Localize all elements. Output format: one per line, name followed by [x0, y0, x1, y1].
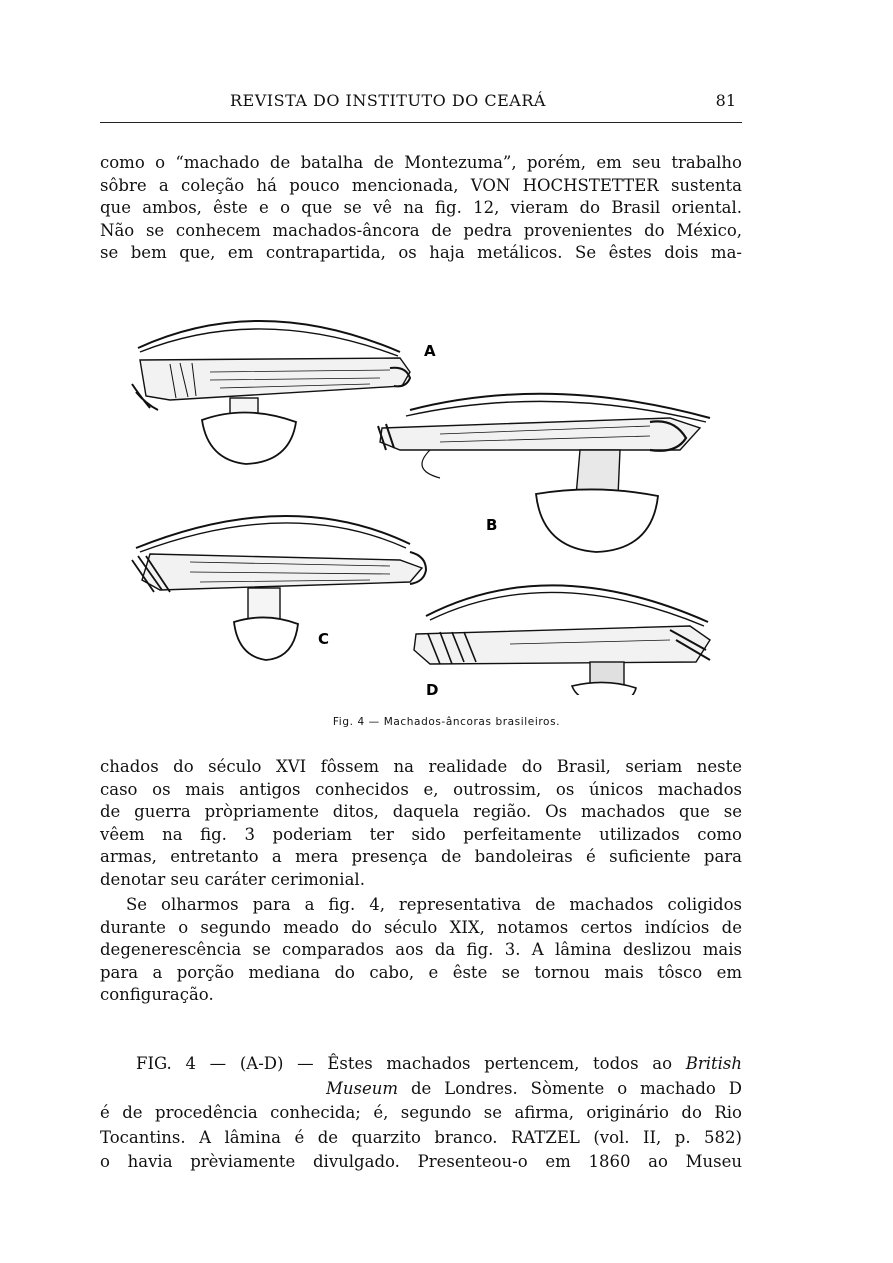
note-line: é de procedência conhecida; é, segundo se afirma, originário do Rio: [100, 1103, 742, 1122]
text-line: durante o segundo meado do século XIX, notamos certos indícios de: [100, 917, 742, 937]
note-line: Tocantins. A lâmina é de quarzito branco. RATZEL (vol. II, p. 582): [100, 1127, 742, 1147]
journal-title: REVISTA DO INSTITUTO DO CEARÁ: [230, 91, 546, 110]
text-line: de guerra pròpriamente ditos, daquela região. Os machados que se: [100, 802, 742, 822]
text-line: degenerescência se comparados aos da fig. 3. A lâmina deslizou mais: [100, 940, 742, 960]
text-line: se bem que, em contrapartida, os haja metálicos. Se êstes dois ma-: [100, 243, 742, 263]
paragraph-3: [100, 894, 742, 1007]
text-line: sôbre a coleção há pouco mencionada, VON HOCHSTETTER sustenta: [100, 175, 742, 195]
axe-illustration-c: [132, 516, 426, 660]
figure-caption: Fig. 4 — Machados-âncoras brasileiros.: [332, 716, 561, 728]
figure-note: [100, 1052, 742, 1175]
text-line: para a porção mediana do cabo, e êste se tornou mais tôsco em: [100, 962, 742, 982]
text-line: configuração.: [100, 985, 214, 1005]
figure-label: A: [424, 342, 436, 360]
note-line: [100, 1077, 742, 1102]
text-line: que ambos, êste e o que se vê na fig. 12, vieram do Brasil oriental.: [100, 198, 742, 218]
note-line: [100, 1052, 742, 1077]
text-line: caso os mais antigos conhecidos e, outrossim, os únicos machados: [100, 779, 742, 799]
text-line: Não se conhecem machados-âncora de pedra provenientes do México,: [100, 220, 742, 240]
note-italic: British: [685, 1054, 742, 1073]
figure-label: C: [318, 630, 330, 648]
text-line: denotar seu caráter cerimonial.: [100, 869, 365, 889]
figure-anchor-axes: [110, 300, 730, 695]
text-line: armas, entretanto a mera presença de bandoleiras é suficiente para: [100, 847, 742, 867]
axe-illustration-d: [414, 585, 710, 695]
note-text: FIG. 4 — (A-D) — Êstes machados pertencem, todos ao: [136, 1054, 673, 1073]
figure-label: B: [486, 516, 498, 534]
note-line: o havia prèviamente divulgado. Presenteou-o em 1860 ao Museu: [100, 1152, 742, 1171]
note-text: de Londres. Sòmente o machado D: [410, 1078, 742, 1098]
note-italic: Museum: [326, 1078, 399, 1098]
text-line: vêem na fig. 3 poderiam ter sido perfeitamente utilizados como: [100, 824, 742, 844]
text-line: Se olharmos para a fig. 4, representativa de machados coligidos: [126, 895, 742, 914]
running-header: [100, 88, 742, 123]
page-number: 81: [715, 91, 736, 110]
text-line: chados do século XVI fôssem na realidade do Brasil, seriam neste: [100, 757, 742, 776]
axe-illustration-b: [378, 394, 710, 552]
axe-illustration-a: [132, 321, 410, 464]
paragraph-2: [100, 756, 742, 892]
paragraph-1: [100, 152, 742, 265]
text-line: como o “machado de batalha de Montezuma”, porém, em seu trabalho: [100, 153, 742, 172]
figure-label: D: [426, 681, 439, 695]
